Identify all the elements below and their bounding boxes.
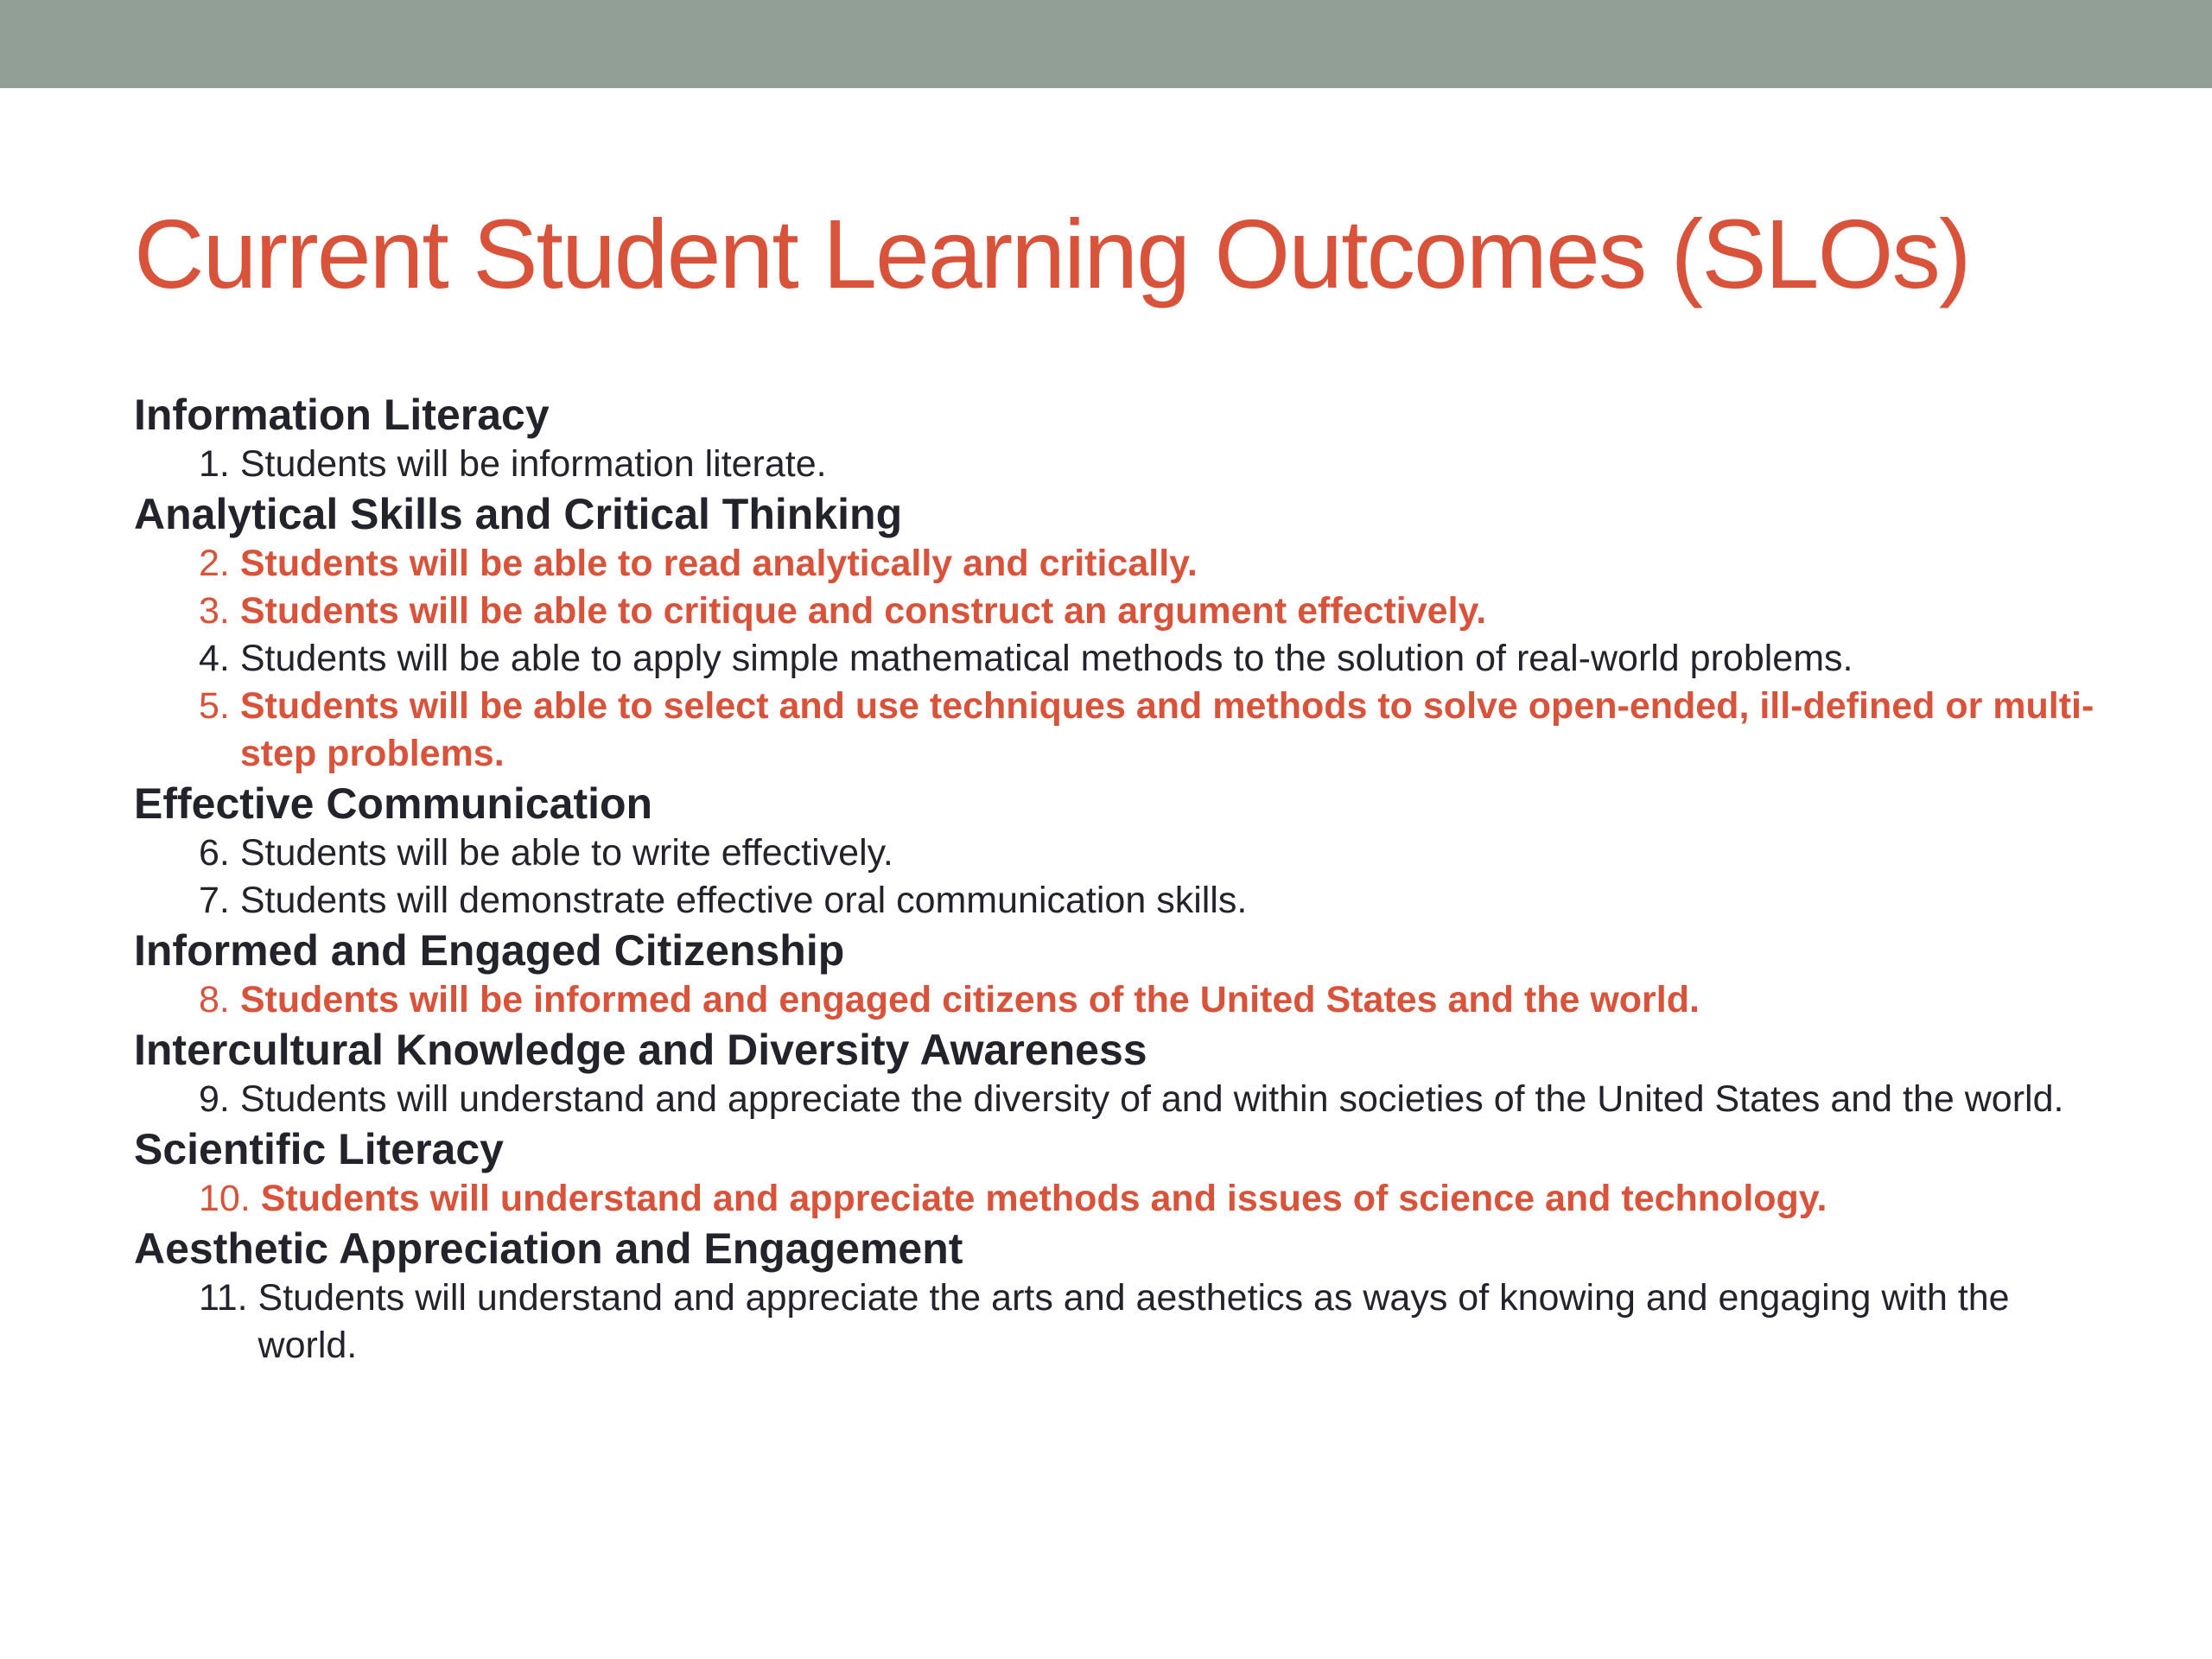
section-heading: Effective Communication [134,779,653,828]
section-scientific-literacy [134,1123,2121,1223]
outcome-item [134,976,2121,1024]
section-heading: Information Literacy [134,391,550,439]
outcome-text: Students will be informed and engaged citizens of the United States and the world. [239,979,1700,1020]
outcome-item [134,1175,2121,1223]
outcome-number: 10. [199,1178,261,1219]
outcome-number: 2. [199,543,240,584]
outcome-number: 11. [199,1277,258,1319]
outcome-text: Students will understand and appreciate methods and issues of science and technology. [260,1178,1827,1219]
outcome-number: 6. [199,832,240,874]
outcome-number: 7. [199,880,240,921]
outcome-number: 5. [199,685,240,727]
outcome-number: 1. [199,443,240,485]
outcome-item [134,441,2121,488]
section-analytical-skills [134,488,2121,778]
outcome-number: 8. [199,979,240,1020]
top-band [0,0,2212,88]
outcome-text: Students will be information literate. [239,443,827,485]
outcome-number: 4. [199,638,240,679]
outcome-text: Students will be able to read analytically and critically. [239,543,1198,584]
outcome-text: Students will be able to write effectively. [239,832,893,874]
section-heading: Scientific Literacy [134,1125,504,1173]
outcomes-list [134,389,2121,1370]
outcome-item [134,683,2121,778]
outcome-text: Students will be able to apply simple mathematical methods to the solution of real-world problems. [239,638,1853,679]
outcome-text: Students will be able to select and use techniques and methods to solve open-ended, ill-defined or multi-step problems. [239,685,2094,774]
outcome-item [134,830,2121,877]
outcome-text: Students will demonstrate effective oral communication skills. [239,880,1248,921]
outcome-item [134,588,2121,635]
outcome-number: 3. [199,590,240,632]
outcome-item [134,1076,2121,1123]
slide-title: Current Student Learning Outcomes (SLOs) [134,200,1970,308]
section-heading: Analytical Skills and Critical Thinking [134,490,903,538]
outcome-item [134,540,2121,588]
outcome-item [134,877,2121,925]
section-heading: Aesthetic Appreciation and Engagement [134,1224,963,1273]
outcome-text: Students will be able to critique and construct an argument effectively. [239,590,1487,632]
outcome-item [134,635,2121,683]
section-intercultural-knowledge [134,1024,2121,1123]
outcome-number: 9. [199,1078,240,1120]
section-effective-communication [134,778,2121,925]
outcome-item [134,1274,2121,1370]
section-citizenship [134,925,2121,1024]
section-heading: Intercultural Knowledge and Diversity Awareness [134,1026,1147,1074]
outcome-text: Students will understand and appreciate the diversity of and within societies of the United States and the world. [239,1078,2064,1120]
section-information-literacy [134,389,2121,488]
section-heading: Informed and Engaged Citizenship [134,926,845,975]
section-aesthetic-appreciation [134,1223,2121,1370]
outcome-text: Students will understand and appreciate the arts and aesthetics as ways of knowing and engaging with the world. [257,1277,2010,1366]
